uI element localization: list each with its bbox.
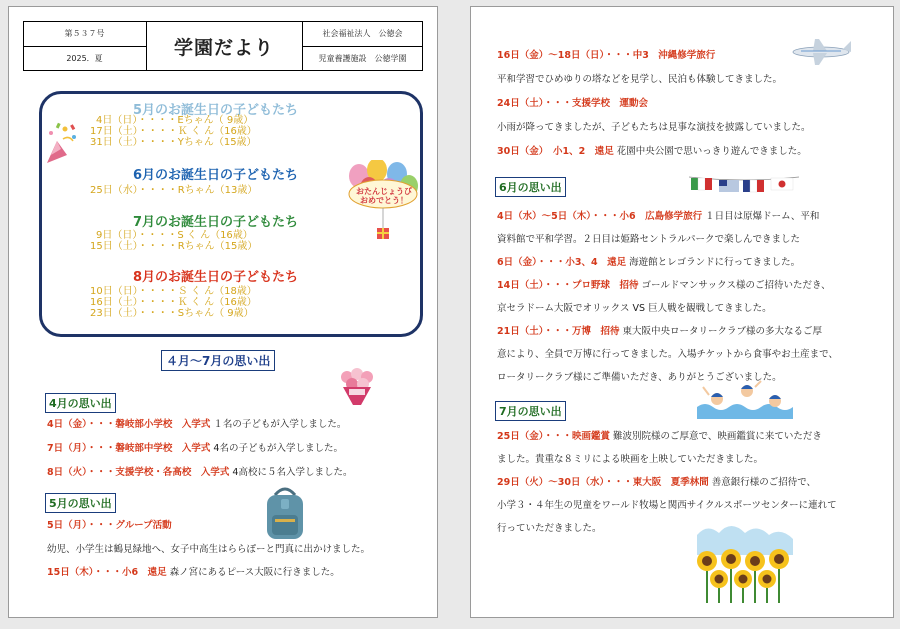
birthday-line: 9日（日）・・・・S く ん（16歳） [96, 230, 253, 241]
may-continued-entry: 小雨が降ってきましたが、子どもたちは見事な演技を披露していました。 [497, 122, 811, 133]
entry-label: 29日（火）～30日（水）・・・東大阪 夏季林間 [497, 477, 709, 488]
birthday-line: 25日（水）・・・・Rちゃん（13歳） [90, 185, 258, 196]
june-entry [497, 323, 822, 337]
newsletter-page-left [8, 6, 438, 618]
newsletter-page-right [470, 6, 894, 618]
april-entry-text: １名の子どもが入学しました。 [213, 419, 347, 430]
entry-label: 25日（金）・・・映画鑑賞 [497, 431, 610, 442]
may-entry [47, 564, 340, 578]
birthday-line: 4日（日）・・・・Eちゃん（ 9歳） [96, 115, 254, 126]
april-entry [47, 416, 346, 430]
entry-label: 14日（土）・・・プロ野球 招待 [497, 280, 639, 291]
memories-title: ４月～7月の思い出 [161, 350, 275, 371]
entry-text: 難波別院様のご厚意で、映画鑑賞に来ていただき [613, 431, 822, 442]
birthday-heading-may: 5月のお誕生日の子どもたち [133, 103, 299, 118]
may-entry-label: 5日（月）・・・グループ活動 [47, 520, 172, 531]
june-entry [497, 208, 819, 222]
issue-date: 2025．夏 [66, 54, 103, 63]
may-continued-entry [497, 143, 807, 157]
page-title: 学園だより [173, 36, 274, 59]
april-section-heading: 4月の思い出 [45, 393, 116, 413]
april-entry-label: 4日（金）・・・磐岐部小学校 入学式 [47, 419, 211, 430]
facility-name: 児童養護施設 公徳学園 [318, 54, 407, 63]
entry-label: 30日（金） 小1、2 遠足 [497, 146, 614, 157]
june-entry [497, 277, 831, 291]
may-section-heading: 5月の思い出 [45, 493, 116, 513]
april-entry [47, 464, 352, 478]
entry-label: 21日（土）・・・万博 招待 [497, 326, 620, 337]
birthday-line: 10日（日）・・・・Ｓ く ん（18歳） [90, 286, 257, 297]
birthday-line: 15日（土）・・・・Rちゃん（15歳） [90, 241, 258, 252]
july-entry [497, 428, 822, 442]
entry-label: 24日（土）・・・支援学校 運動会 [497, 98, 648, 109]
july-entry: ました。貴重な８ミリによる映画を上映していただきました。 [497, 454, 764, 465]
may-continued-entry [497, 95, 648, 109]
entry-label: 16日（金）～18日（日）・・・中3 沖縄修学旅行 [497, 50, 716, 61]
july-section-heading: 7月の思い出 [495, 401, 566, 421]
entry-text: 善意銀行様のご招待で、 [711, 477, 817, 488]
entry-label: 4日（水）～5日（木）・・・小6 広島修学旅行 [497, 211, 703, 222]
july-entry: 小学３・４年生の児童をワールド牧場と関西サイクルスポーツセンターに連れて [497, 500, 837, 511]
june-entry: 意により、全員で万博に行ってきました。入場チケットから食事やお土産まで、 [497, 349, 838, 360]
june-entry: 資料館で平和学習。２日目は姫路セントラルパークで楽しんできました [497, 234, 801, 245]
swimming-children-illustration [697, 377, 793, 419]
april-entry-text: 4高校に５名入学しました。 [232, 467, 353, 478]
june-entry: ロータリークラブ様にご準備いただき、ありがとうございました。 [497, 372, 782, 383]
may-entry-text: 幼児、小学生は鶴見緑地へ、女子中高生はららぽーと門真に出かけました。 [47, 544, 371, 555]
june-entry: 京セラドーム大阪でオリックス VS 巨人戦を観戦してきました。 [497, 303, 772, 314]
entry-label: 6日（金）・・・小3、4 遠足 [497, 257, 627, 268]
entry-text: 東大阪中央ロータリークラブ様の多大なるご厚 [622, 326, 823, 337]
may-continued-entry [497, 47, 715, 61]
april-entry [47, 440, 343, 454]
july-entry: 行っていただきました。 [497, 523, 602, 534]
birthday-line: 31日（土）・・・・Yちゃん（15歳） [90, 137, 257, 148]
may-entry-label: 15日（木）・・・小6 遠足 [47, 567, 167, 578]
sunflowers-illustration [689, 515, 799, 605]
april-entry-label: 8日（火）・・・支援学校・各高校 入学式 [47, 467, 230, 478]
party-popper-illustration [43, 119, 83, 167]
entry-text: １日目は原爆ドーム、平和 [705, 211, 820, 222]
june-section-heading: 6月の思い出 [495, 177, 566, 197]
backpack-illustration [259, 485, 311, 543]
may-continued-entry: 平和学習でひめゆりの塔などを見学し、民泊も体験してきました。 [497, 74, 783, 85]
flower-bouquet-illustration [335, 367, 379, 407]
organization-name: 社会福祉法人 公徳会 [322, 29, 403, 38]
balloon-greeting: おたんじょうび おめでとう！ [356, 187, 412, 205]
birthday-heading-june: 6月のお誕生日の子どもたち [133, 168, 299, 183]
issue-number: 第５３７号 [64, 29, 105, 38]
birthday-line: 17日（土）・・・・Ｋ く ん（16歳） [90, 126, 257, 137]
entry-text: ゴールドマンサックス様のご招待いただき、 [641, 280, 831, 291]
entry-text: 海遊館とレゴランドに行ってきました。 [629, 257, 801, 268]
entry-text: 花園中央公園で思いっきり遊んできました。 [616, 146, 807, 157]
birthday-heading-july: 7月のお誕生日の子どもたち [133, 215, 299, 230]
birthday-line: 16日（土）・・・・Ｋ く ん（16歳） [90, 297, 257, 308]
airplane-illustration [791, 37, 853, 67]
july-entry [497, 474, 816, 488]
april-entry-label: 7日（月）・・・磐岐部中学校 入学式 [47, 443, 211, 454]
birthday-heading-august: 8月のお誕生日の子どもたち [133, 270, 299, 285]
birthday-line: 23日（土）・・・・Sちゃん（ 9歳） [90, 308, 254, 319]
may-entry-text: 森ノ宮にあるピース大阪に行きました。 [169, 567, 340, 578]
june-entry [497, 254, 800, 268]
april-entry-text: 4名の子どもが入学しました。 [213, 443, 343, 454]
flags-garland-illustration [689, 174, 799, 194]
